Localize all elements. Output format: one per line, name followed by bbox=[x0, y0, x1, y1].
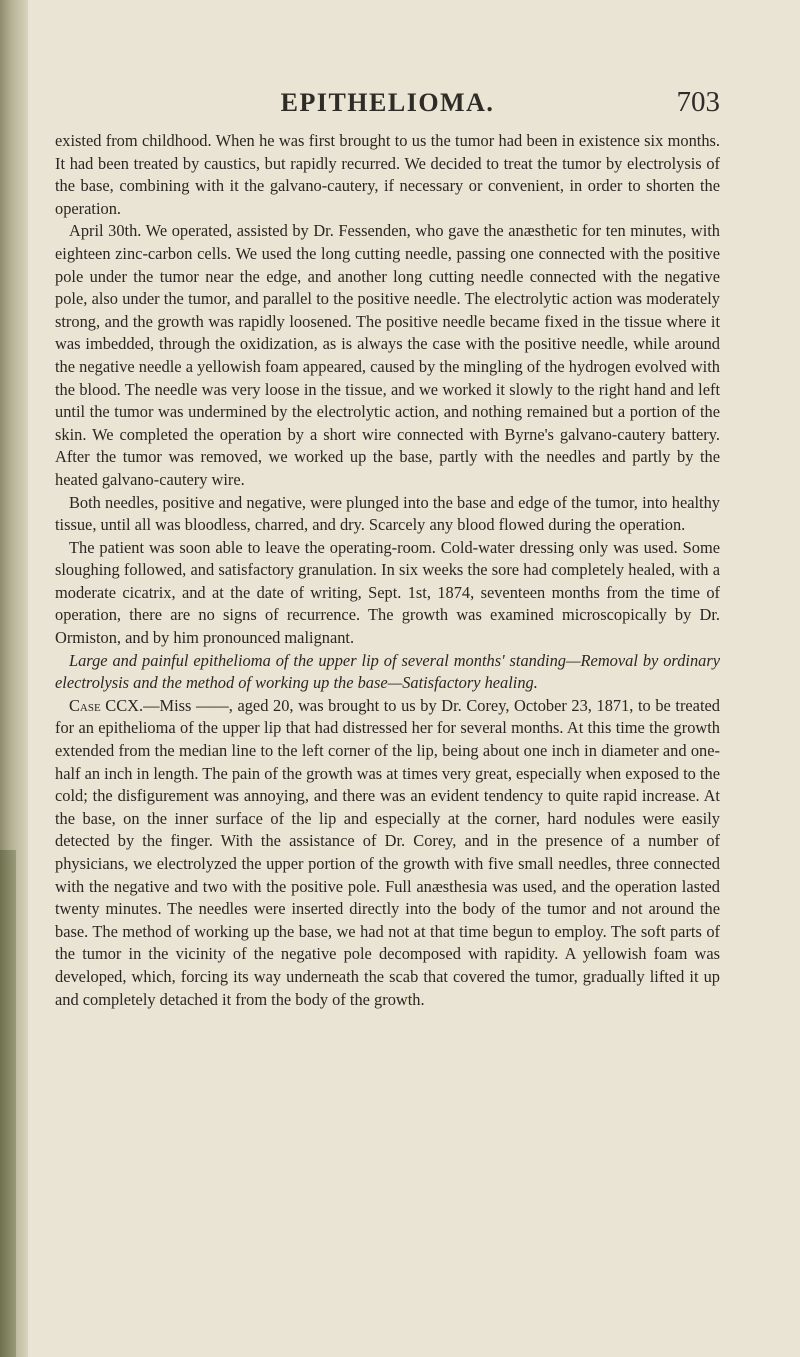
book-page bbox=[55, 88, 720, 1011]
case-heading: Large and painful epithelioma of the upper lip of several months' standing—Removal by ordinary electrolysis and the method of working up the base—Satisfactory healing. bbox=[55, 650, 720, 693]
paragraph-needles: Both needles, positive and negative, were plunged into the base and edge of the tumor, into healthy tissue, until all was bloodless, charred, and dry. Scarcely any blood flowed during the operation. bbox=[55, 492, 720, 535]
paragraph-case-ccx bbox=[55, 695, 720, 1011]
page-title: EPITHELIOMA. bbox=[280, 88, 495, 117]
case-text: —Miss ——, aged 20, was brought to us by Dr. Corey, October 23, 1871, to be treated for an epithelioma of the upper lip that had distressed her for several months. At this time the growth extended from the median line to the left corner of the lip, being about one inch in diameter and one-half an inch in length. The pain of the growth was at times very great, especially when exposed to the cold; the disfigurement was annoying, and there was an evident tendency to quite rapid increase. At the base, on the inner surface of the lip and especially at the corner, hard nodules were easily detected by the finger. With the assistance of Dr. Corey, and in the presence of a number of physicians, we electrolyzed the upper portion of the growth with five small needles, three connected with the negative and two with the positive pole. Full anæsthesia was used, and the operation lasted twenty minutes. The needles were inserted directly into the body of the tumor and not around the base. The method of working up the base, we had not at that time begun to employ. The soft parts of the tumor in the vicinity of the negative pole decomposed with rapidity. A yellowish foam was developed, which, forcing its way underneath the scab that covered the tumor, gradually lifted it up and completely detached it from the body of the growth. bbox=[55, 695, 720, 1009]
paragraph-recovery: The patient was soon able to leave the operating-room. Cold-water dressing only was used. Some sloughing followed, and satisfactory granulation. In six weeks the sore had completely healed, with a moderate cicatrix, and at the date of writing, Sept. 1st, 1874, seventeen months from the time of operation, there are no signs of recurrence. The growth was examined microscopically by Dr. Ormiston, and by him pronounced malignant. bbox=[55, 537, 720, 648]
page-number: 703 bbox=[676, 86, 720, 118]
running-head bbox=[55, 88, 720, 130]
paragraph-continued: existed from childhood. When he was first brought to us the tumor had been in existence six months. It had been treated by caustics, but rapidly recurred. We decided to treat the tumor by electrolysis of the base, combining with it the galvano-cautery, if necessary or convenient, in order to shorten the operation. bbox=[55, 131, 720, 218]
case-label: Case CCX. bbox=[69, 695, 144, 715]
paragraph-operation: April 30th. We operated, assisted by Dr. Fessenden, who gave the anæsthetic for ten minutes, with eighteen zinc-carbon cells. We used the long cutting needle, passing one connected with the positive pole under the tumor near the edge, and another long cutting needle connected with the negative pole, also under the tumor, and parallel to the positive needle. The electrolytic action was moderately strong, and the growth was rapidly loosened. The positive needle became fixed in the tissue where it was imbedded, through the oxidization, as is always the case with the positive needle, while around the negative needle a yellowish foam appeared, caused by the mingling of the hydrogen evolved with the blood. The needle was very loose in the tissue, and we worked it slowly to the right hand and left until the tumor was undermined by the electrolytic action, and nothing remained but a portion of the skin. We completed the operation by a short wire connected with Byrne's galvano-cautery battery. After the tumor was removed, we worked up the base, partly with the needles and partly by the heated galvano-cautery wire. bbox=[55, 221, 720, 489]
binding-shadow bbox=[0, 850, 16, 1357]
